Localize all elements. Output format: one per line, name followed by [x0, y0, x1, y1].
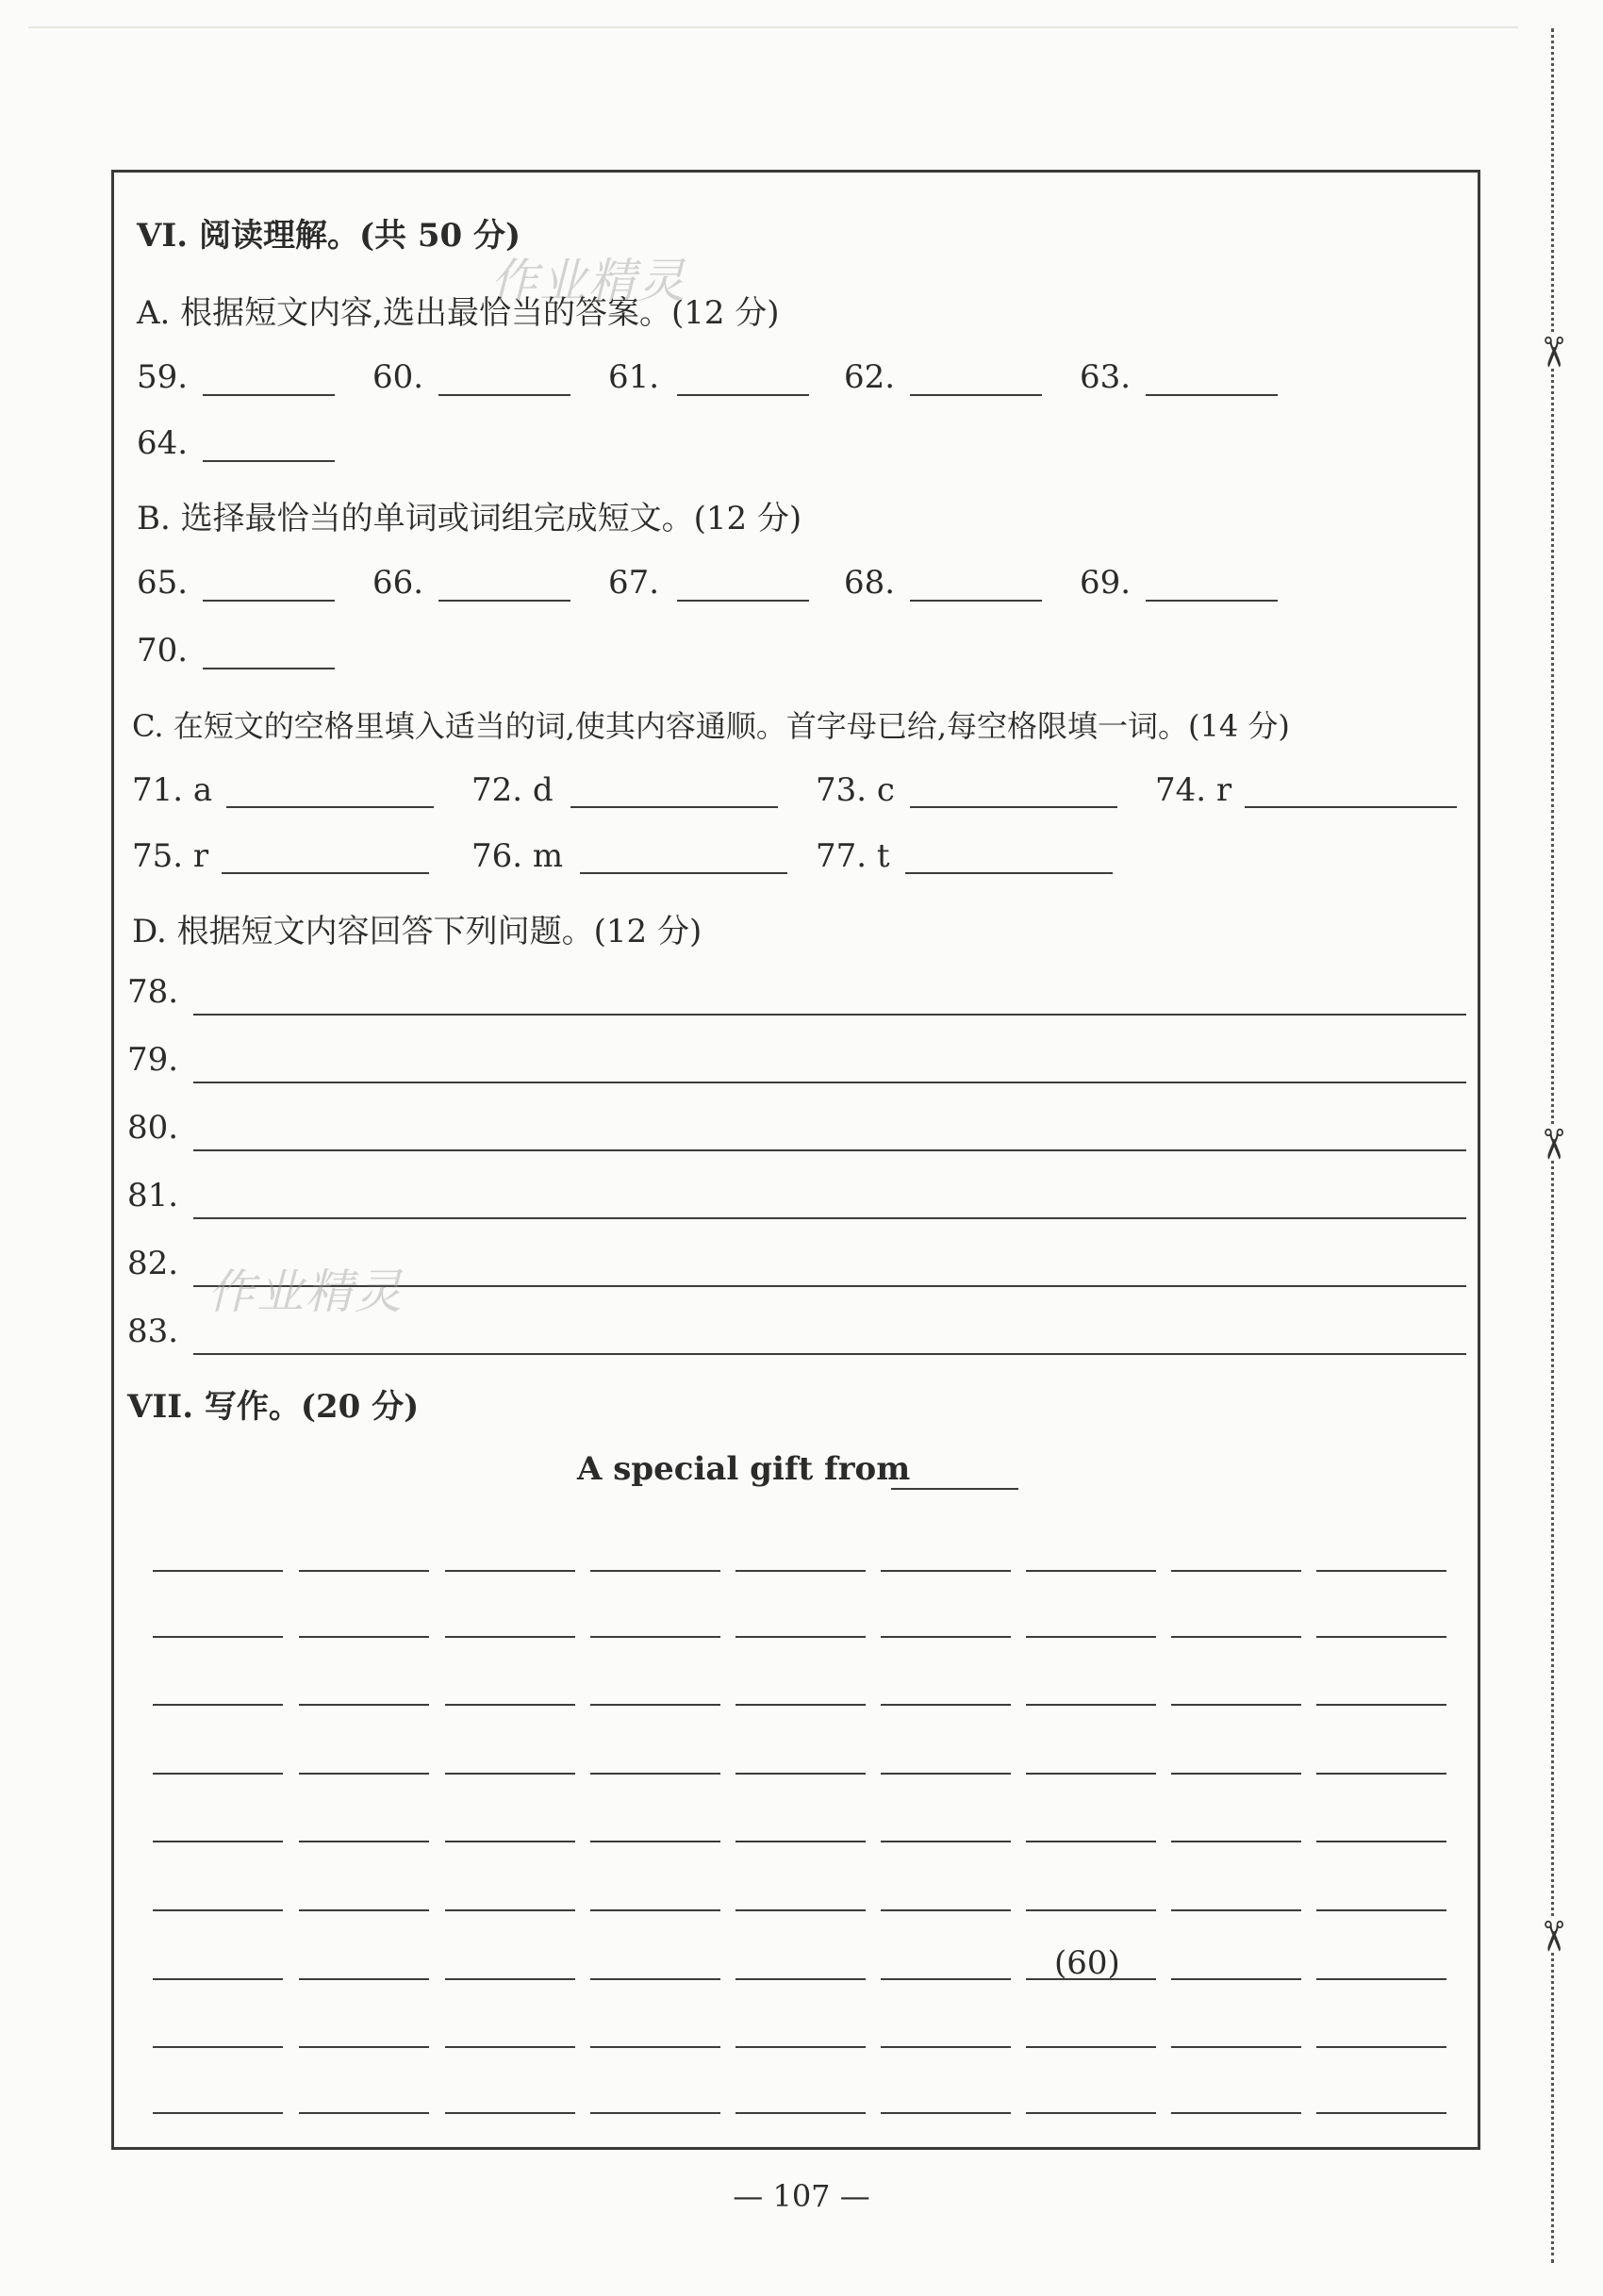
- scissors-icon: ✂: [1526, 1919, 1578, 1953]
- question-number: 78.: [127, 973, 179, 1011]
- answer-line[interactable]: [193, 1082, 1466, 1083]
- question-number: 60.: [372, 358, 424, 396]
- writing-line-segment[interactable]: [590, 1909, 720, 1911]
- question-number: 76. m: [471, 837, 564, 875]
- writing-line-segment[interactable]: [881, 1570, 1011, 1572]
- answer-blank[interactable]: [203, 394, 335, 396]
- writing-line-segment[interactable]: [445, 1636, 575, 1638]
- writing-line-segment[interactable]: [590, 1704, 720, 1706]
- question-number: 73. c: [816, 771, 895, 809]
- writing-line-segment[interactable]: [1171, 1704, 1301, 1706]
- answer-line[interactable]: [193, 1353, 1466, 1355]
- writing-line-segment[interactable]: [1171, 1773, 1301, 1775]
- writing-line-segment[interactable]: [1316, 1570, 1446, 1572]
- answer-blank[interactable]: [222, 872, 429, 874]
- writing-line-segment[interactable]: [1026, 1773, 1156, 1775]
- writing-line-segment[interactable]: [153, 1841, 283, 1842]
- writing-line-segment[interactable]: [1171, 1570, 1301, 1572]
- writing-line-segment[interactable]: [299, 1704, 429, 1706]
- part-d-title: D. 根据短文内容回答下列问题。(12 分): [132, 913, 702, 950]
- scissors-icon: ✂: [1526, 1127, 1578, 1161]
- writing-line-segment[interactable]: [299, 2046, 429, 2048]
- writing-line-segment[interactable]: [735, 1570, 866, 1572]
- answer-blank[interactable]: [203, 460, 335, 462]
- writing-line-segment[interactable]: [153, 1909, 283, 1911]
- writing-line-segment[interactable]: [735, 1909, 866, 1911]
- writing-line-segment[interactable]: [445, 2112, 575, 2114]
- answer-blank[interactable]: [910, 806, 1117, 808]
- answer-blank[interactable]: [905, 872, 1113, 874]
- writing-line-segment[interactable]: [299, 1841, 429, 1842]
- question-number: 65.: [137, 564, 189, 602]
- writing-line-segment[interactable]: [1026, 1704, 1156, 1706]
- question-number: 68.: [844, 564, 896, 602]
- answer-blank[interactable]: [910, 600, 1042, 602]
- page-number: — 107 —: [733, 2178, 870, 2214]
- writing-line-segment[interactable]: [1171, 1909, 1301, 1911]
- writing-line-segment[interactable]: [1316, 1636, 1446, 1638]
- writing-line-segment[interactable]: [735, 2046, 866, 2048]
- answer-blank[interactable]: [203, 600, 335, 602]
- writing-line-segment[interactable]: [445, 1704, 575, 1706]
- answer-blank[interactable]: [580, 872, 787, 874]
- writing-line-segment[interactable]: [1026, 1570, 1156, 1572]
- writing-line-segment[interactable]: [153, 1978, 283, 1980]
- writing-line-segment[interactable]: [445, 1841, 575, 1842]
- question-number: 67.: [608, 564, 660, 602]
- writing-line-segment[interactable]: [445, 1909, 575, 1911]
- question-number: 77. t: [816, 837, 890, 875]
- answer-blank[interactable]: [1146, 394, 1278, 396]
- answer-sheet-frame: [111, 170, 1480, 2150]
- writing-line-segment[interactable]: [153, 1636, 283, 1638]
- answer-line[interactable]: [193, 1149, 1466, 1151]
- page-edge: [28, 26, 1518, 28]
- writing-line-segment[interactable]: [735, 2112, 866, 2114]
- question-number: 63.: [1080, 358, 1132, 396]
- answer-blank[interactable]: [1245, 806, 1457, 808]
- section-7-title: VII. 写作。(20 分): [127, 1388, 420, 1426]
- writing-line-segment[interactable]: [735, 1773, 866, 1775]
- writing-line-segment[interactable]: [1316, 2112, 1446, 2114]
- section-6-title: VI. 阅读理解。(共 50 分): [137, 217, 521, 255]
- writing-line-segment[interactable]: [299, 1570, 429, 1572]
- writing-line-segment[interactable]: [735, 1636, 866, 1638]
- answer-blank[interactable]: [438, 600, 570, 602]
- question-number: 59.: [137, 358, 189, 396]
- question-number: 71. a: [132, 771, 213, 809]
- writing-line-segment[interactable]: [299, 1636, 429, 1638]
- writing-line-segment[interactable]: [445, 1570, 575, 1572]
- writing-line-segment[interactable]: [735, 1841, 866, 1842]
- question-number: 69.: [1080, 564, 1132, 602]
- writing-line-segment[interactable]: [1171, 2046, 1301, 2048]
- answer-blank[interactable]: [1146, 600, 1278, 602]
- writing-line-segment[interactable]: [1171, 1978, 1301, 1980]
- question-number: 62.: [844, 358, 896, 396]
- question-number: 66.: [372, 564, 424, 602]
- writing-line-segment[interactable]: [881, 1773, 1011, 1775]
- answer-blank[interactable]: [570, 806, 778, 808]
- writing-line-segment[interactable]: [1316, 1773, 1446, 1775]
- answer-blank[interactable]: [677, 394, 809, 396]
- writing-line-segment[interactable]: [590, 2112, 720, 2114]
- writing-line-segment[interactable]: [1316, 1841, 1446, 1842]
- writing-line-segment[interactable]: [590, 1636, 720, 1638]
- writing-line-segment[interactable]: [881, 1841, 1011, 1842]
- question-number: 75. r: [132, 837, 209, 875]
- writing-line-segment[interactable]: [1316, 2046, 1446, 2048]
- writing-line-segment[interactable]: [1026, 1909, 1156, 1911]
- answer-blank[interactable]: [226, 806, 434, 808]
- watermark: 作业精灵: [490, 254, 686, 308]
- writing-line-segment[interactable]: [881, 2046, 1011, 2048]
- writing-line-segment[interactable]: [735, 1978, 866, 1980]
- writing-line-segment[interactable]: [1026, 2046, 1156, 2048]
- part-a-title: A. 根据短文内容,选出最恰当的答案。(12 分): [137, 294, 780, 332]
- writing-line-segment[interactable]: [153, 2112, 283, 2114]
- word-count-marker: (60): [1054, 1944, 1120, 1982]
- essay-title-blank[interactable]: [891, 1488, 1018, 1490]
- writing-line-segment[interactable]: [1316, 1909, 1446, 1911]
- writing-line-segment[interactable]: [1316, 1704, 1446, 1706]
- writing-line-segment[interactable]: [1171, 1841, 1301, 1842]
- writing-line-segment[interactable]: [445, 2046, 575, 2048]
- part-b-title: B. 选择最恰当的单词或词组完成短文。(12 分): [137, 500, 802, 537]
- writing-line-segment[interactable]: [881, 2112, 1011, 2114]
- writing-line-segment[interactable]: [299, 2112, 429, 2114]
- writing-line-segment[interactable]: [735, 1704, 866, 1706]
- part-c-title: C. 在短文的空格里填入适当的词,使其内容通顺。首字母已给,每空格限填一词。(14 分): [132, 708, 1290, 744]
- writing-line-segment[interactable]: [590, 1841, 720, 1842]
- question-number: 61.: [608, 358, 660, 396]
- question-number: 79.: [127, 1041, 179, 1079]
- answer-blank[interactable]: [203, 668, 335, 669]
- writing-line-segment[interactable]: [881, 1909, 1011, 1911]
- writing-line-segment[interactable]: [445, 1978, 575, 1980]
- writing-line-segment[interactable]: [153, 2046, 283, 2048]
- question-number: 83.: [127, 1313, 179, 1350]
- answer-line[interactable]: [193, 1014, 1466, 1016]
- writing-line-segment[interactable]: [445, 1773, 575, 1775]
- writing-line-segment[interactable]: [1026, 2112, 1156, 2114]
- writing-line-segment[interactable]: [881, 1636, 1011, 1638]
- writing-line-segment[interactable]: [299, 1978, 429, 1980]
- writing-line-segment[interactable]: [1171, 1636, 1301, 1638]
- writing-line-segment[interactable]: [881, 1704, 1011, 1706]
- question-number: 81.: [127, 1177, 179, 1214]
- answer-blank[interactable]: [910, 394, 1042, 396]
- writing-line-segment[interactable]: [590, 1773, 720, 1775]
- writing-line-segment[interactable]: [590, 1570, 720, 1572]
- writing-line-segment[interactable]: [590, 1978, 720, 1980]
- answer-blank[interactable]: [438, 394, 570, 396]
- question-number: 70.: [137, 632, 189, 669]
- question-number: 72. d: [471, 771, 554, 809]
- writing-line-segment[interactable]: [153, 1570, 283, 1572]
- question-number: 80.: [127, 1109, 179, 1147]
- writing-line-segment[interactable]: [299, 1909, 429, 1911]
- writing-line-segment[interactable]: [881, 1978, 1011, 1980]
- question-number: 74. r: [1155, 771, 1232, 809]
- writing-line-segment[interactable]: [1171, 2112, 1301, 2114]
- answer-blank[interactable]: [677, 600, 809, 602]
- writing-line-segment[interactable]: [153, 1704, 283, 1706]
- writing-line-segment[interactable]: [1026, 1841, 1156, 1842]
- question-number: 82.: [127, 1245, 179, 1282]
- answer-line[interactable]: [193, 1217, 1466, 1219]
- question-number: 64.: [137, 424, 189, 462]
- writing-line-segment[interactable]: [299, 1773, 429, 1775]
- writing-line-segment[interactable]: [153, 1773, 283, 1775]
- writing-line-segment[interactable]: [1026, 1636, 1156, 1638]
- watermark: 作业精灵: [207, 1264, 404, 1319]
- scissors-icon: ✂: [1526, 335, 1578, 369]
- writing-line-segment[interactable]: [1316, 1978, 1446, 1980]
- essay-title: A special gift from: [577, 1450, 911, 1488]
- writing-line-segment[interactable]: [590, 2046, 720, 2048]
